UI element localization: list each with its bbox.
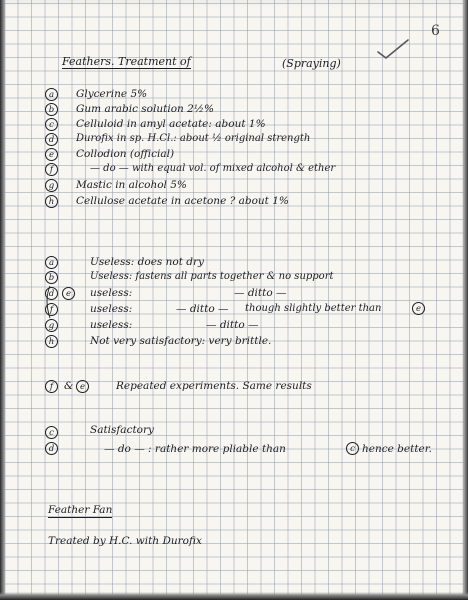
- section2-text: Treated by H.C. with Durofix: [48, 535, 202, 547]
- treatment-g-text: Mastic in alcohol 5%: [76, 179, 187, 191]
- treatment-b-text: Gum arabic solution 2½%: [76, 103, 214, 115]
- treatment-letter-b: b: [45, 103, 58, 116]
- page-title: Feathers. Treatment of: [62, 55, 191, 68]
- repeated-text: Repeated experiments. Same results: [116, 380, 312, 392]
- treatment-h-text: Cellulose acetate in acetone ? about 1%: [76, 195, 289, 207]
- treatment-letter-d: d: [45, 133, 58, 146]
- result-a-text: Useless: does not dry: [90, 256, 204, 268]
- page-number: 6: [431, 23, 440, 39]
- satisfactory-d-text: — do — : rather more pliable than: [104, 443, 286, 455]
- satisfactory-d-suffix: hence better.: [362, 443, 432, 455]
- treatment-letter-h: h: [45, 195, 58, 208]
- result-de-text: useless:: [90, 287, 133, 299]
- treatment-letter-g: g: [45, 179, 58, 192]
- result-letter-f: f: [45, 303, 58, 316]
- repeated-letter-e: e: [76, 380, 89, 393]
- result-letter-e: e: [62, 287, 75, 300]
- result-f-ditto: — ditto —: [176, 303, 229, 315]
- result-letter-h: h: [45, 335, 58, 348]
- result-g-text: useless:: [90, 319, 133, 331]
- treatment-c-text: Celluloid in amyl acetate: about 1%: [76, 118, 266, 130]
- result-de-ditto: — ditto —: [234, 287, 287, 299]
- result-letter-d: d: [45, 287, 58, 300]
- treatment-letter-c: c: [45, 118, 58, 131]
- section2-heading: Feather Fan: [48, 504, 113, 516]
- treatment-letter-e: e: [45, 148, 58, 161]
- satisfactory-letter-c: c: [45, 426, 58, 439]
- treatment-e-text: Collodion (official): [76, 148, 175, 160]
- result-f-ref: e: [412, 302, 425, 315]
- result-letter-b: b: [45, 271, 58, 284]
- satisfactory-d-ref: c: [346, 442, 359, 455]
- page-title-note: (Spraying): [282, 57, 341, 70]
- check-mark: [378, 40, 408, 58]
- result-f-suffix: though slightly better than: [245, 303, 382, 314]
- treatment-letter-a: a: [45, 88, 58, 101]
- repeated-letter-f: f: [45, 380, 58, 393]
- treatment-d-text: Durofix in sp. H.Cl.: about ½ original strength: [76, 133, 311, 144]
- treatment-f-text: — do — with equal vol. of mixed alcohol & ether: [90, 163, 336, 174]
- result-h-text: Not very satisfactory: very brittle.: [90, 335, 272, 347]
- result-g-ditto: — ditto —: [206, 319, 259, 331]
- treatment-a-text: Glycerine 5%: [76, 88, 148, 100]
- treatment-letter-f: f: [45, 163, 58, 176]
- satisfactory-letter-d: d: [45, 442, 58, 455]
- repeated-joiner: &: [64, 380, 74, 392]
- result-b-text: Useless: fastens all parts together & no support: [90, 271, 334, 282]
- result-letter-a: a: [45, 256, 58, 269]
- satisfactory-c-text: Satisfactory: [90, 424, 154, 436]
- result-letter-g: g: [45, 319, 58, 332]
- result-f-text: useless:: [90, 303, 133, 315]
